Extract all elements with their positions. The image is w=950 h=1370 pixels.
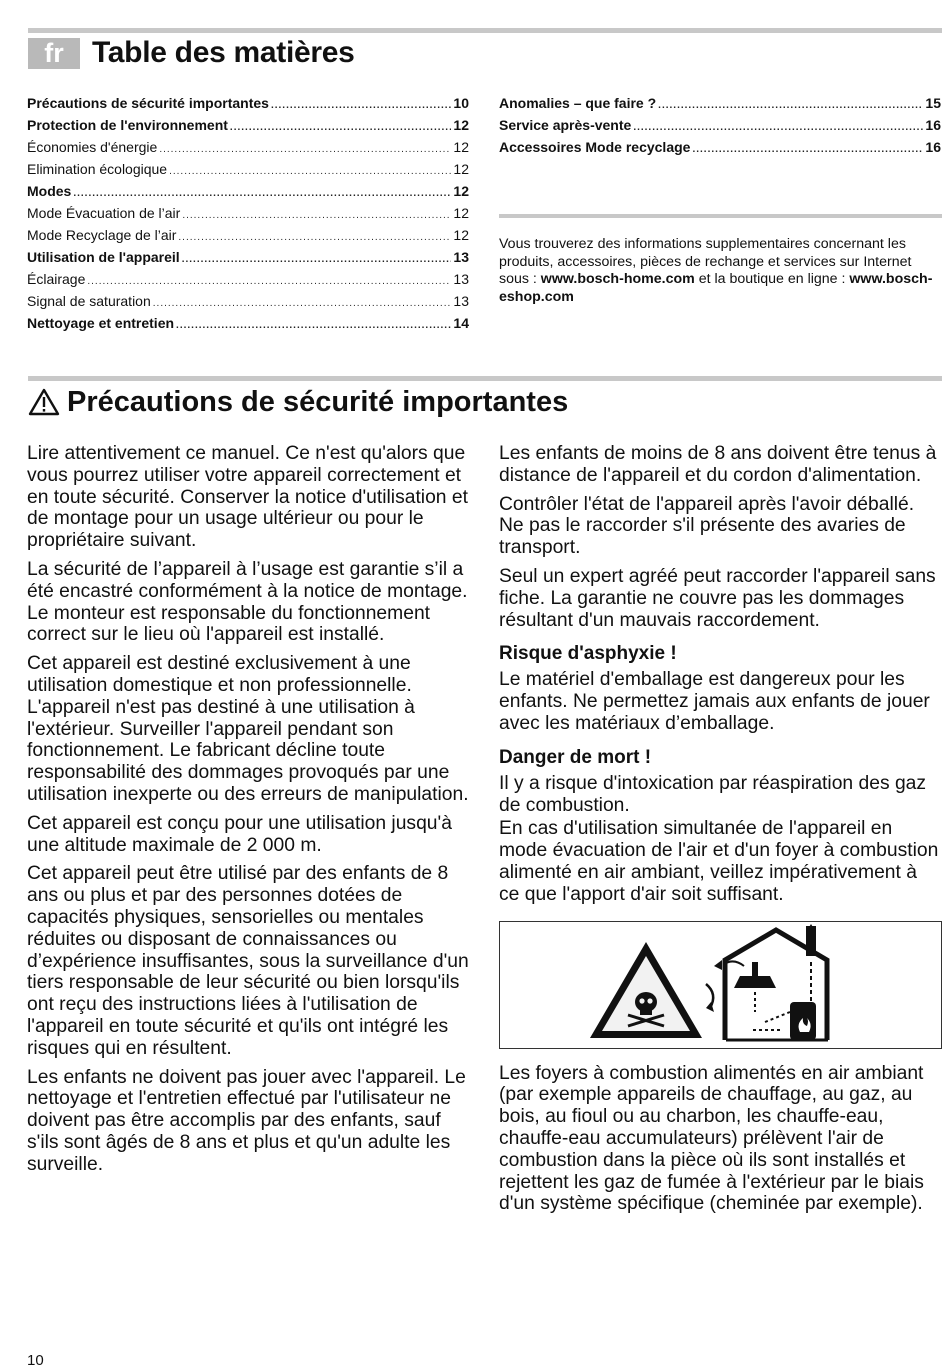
toc-entry[interactable] bbox=[27, 136, 469, 158]
toc-entry[interactable] bbox=[27, 290, 469, 312]
combustion-paragraph: Les foyers à combustion alimentés en air ambiant (par exemple appareils de chauffage, au gaz, au bois, au fioul ou au charbon, les chauffe-eau, chauffe-eau accumulateurs) prélèvent l'air de combustion dans la pièce où ils sont installés et rejettent les gaz de fumée à l'extérieur par le biais d'un système spécifique (cheminée par exemple). bbox=[499, 1062, 924, 1215]
toc-entry-page: 10 bbox=[453, 95, 469, 111]
toc-leader-dots bbox=[692, 136, 923, 161]
toc-entry-label: Économies d'énergie bbox=[27, 139, 158, 155]
poison-warning-figure bbox=[499, 921, 942, 1049]
toc-entry[interactable] bbox=[27, 202, 469, 224]
section-heading bbox=[28, 383, 568, 421]
left-text-column bbox=[27, 443, 469, 1183]
toc-entry-label: Précautions de sécurité importantes bbox=[27, 95, 269, 111]
asphyxia-paragraph: Le matériel d'emballage est dangereux pour les enfants. Ne permettez jamais aux enfants de jouer avec les matériaux d’emballage. bbox=[499, 669, 930, 734]
right-text-column bbox=[499, 443, 941, 1222]
toc-entry-page: 14 bbox=[453, 315, 469, 331]
toc-entry-label: Mode Recyclage de l’air bbox=[27, 227, 177, 243]
toc-entry[interactable] bbox=[27, 312, 469, 334]
toc-leader-dots bbox=[176, 312, 451, 337]
toc-entry-page: 13 bbox=[453, 249, 469, 265]
body-paragraph: Seul un expert agréé peut raccorder l'appareil sans fiche. La garantie ne couvre pas les dommages résultant d'un mauvais raccordement. bbox=[499, 565, 936, 631]
toc-entry-label: Signal de saturation bbox=[27, 293, 151, 309]
toc-entry[interactable] bbox=[499, 92, 941, 114]
danger-heading: Danger de mort ! bbox=[499, 746, 652, 768]
page-number: 10 bbox=[27, 1352, 44, 1369]
toc-entry-page: 13 bbox=[453, 293, 469, 309]
toc-entry-page: 12 bbox=[453, 227, 469, 243]
section-divider bbox=[28, 376, 942, 381]
toc-entry[interactable] bbox=[27, 246, 469, 268]
body-paragraph: Contrôler l'état de l'appareil après l'avoir déballé. Ne pas le raccorder s'il présente des avaries de transport. bbox=[499, 493, 915, 559]
toc-entry-label: Mode Évacuation de l’air bbox=[27, 205, 181, 221]
toc-entry-label: Éclairage bbox=[27, 271, 86, 287]
toc-entry[interactable] bbox=[27, 92, 469, 114]
page-title: Table des matières bbox=[92, 36, 355, 69]
body-paragraph: La sécurité de l’appareil à l’usage est garantie s’il a été encastré conformément à la notice de montage. Le monteur est responsable du fonctionnement correct sur le lieu où l'appareil est installé. bbox=[27, 558, 468, 646]
toc-entry-page: 12 bbox=[453, 161, 469, 177]
toc-entry[interactable] bbox=[27, 114, 469, 136]
body-paragraph: Lire attentivement ce manuel. Ce n'est qu'alors que vous pourrez utiliser votre appareil correctement et en toute sécurité. Conserver la notice d'utilisation et de montage pour un usage ultérieur ou pour le propriétaire suivant. bbox=[27, 443, 468, 552]
info-text: Vous trouverez des informations supplementaires concernant les produits, accessoires, pièces de rechange et services sur Internet sous : bbox=[499, 236, 912, 287]
toc-entry-page: 12 bbox=[453, 117, 469, 133]
body-paragraph: Les enfants de moins de 8 ans doivent être tenus à distance de l'appareil et du cordon d'alimentation. bbox=[499, 443, 937, 486]
toc-entry-label: Service après-vente bbox=[499, 117, 632, 133]
toc-entry-label: Elimination écologique bbox=[27, 161, 168, 177]
danger-paragraph-2: En cas d'utilisation simultanée de l'appareil en mode évacuation de l'air et d'un foyer à combustion alimenté en air ambiant, veillez impérativement à ce que l'apport d'air soit suffisant. bbox=[499, 818, 939, 905]
body-paragraph: Les enfants ne doivent pas jouer avec l'appareil. Le nettoyage et l'entretien effectué par l'utilisateur ne doivent pas être accomplis par des enfants, sauf s'ils sont âgés de 8 ans et plus et qu'un adulte les surveille. bbox=[27, 1066, 466, 1175]
info-divider bbox=[499, 214, 942, 218]
toc-entry-label: Anomalies – que faire ? bbox=[499, 95, 657, 111]
body-paragraph: Cet appareil peut être utilisé par des enfants de 8 ans ou plus et par des personnes dotées de capacités physiques, sensorielles ou mentales réduites ou disposant de connaissances ou d’expérience insuffisantes, sous la surveillance d'un tiers responsable de leur sécurité ou bien lorsqu'ils ont reçu des instructions liées à l'utilisation de l'appareil en toute sécurité et qu'ils ont intégré les risques qui en résultent. bbox=[27, 863, 469, 1059]
top-divider bbox=[28, 28, 942, 33]
body-paragraph: Cet appareil est conçu pour une utilisation jusqu'à une altitude maximale de 2 000 m. bbox=[27, 812, 452, 856]
info-text-mid: et la boutique en ligne : bbox=[694, 271, 850, 287]
toc-entry-page: 16 bbox=[925, 139, 941, 155]
info-note bbox=[499, 236, 939, 306]
toc-entry-label: Nettoyage et entretien bbox=[27, 315, 175, 331]
toc-entry[interactable] bbox=[499, 114, 941, 136]
combustion-gas-illustration bbox=[500, 922, 941, 1048]
warning-triangle-icon bbox=[28, 388, 60, 416]
toc-entry-label: Protection de l'environnement bbox=[27, 117, 228, 133]
toc-entry[interactable] bbox=[27, 224, 469, 246]
language-tab: fr bbox=[28, 38, 80, 69]
bosch-eshop-link[interactable]: www.bosch-eshop.com bbox=[499, 271, 933, 305]
toc-entry-page: 12 bbox=[453, 139, 469, 155]
toc-entry-page: 12 bbox=[453, 205, 469, 221]
toc-left-column bbox=[27, 92, 469, 334]
toc-entry-page: 16 bbox=[925, 117, 941, 133]
body-paragraph: Cet appareil est destiné exclusivement à une utilisation domestique et non professionnelle. L'appareil n'est pas destiné à une utilisation à l'extérieur. Surveiller l'appareil pendant son fonctionnement. Le fabricant décline toute responsabilité des dommages provoqués par une utilisation inexperte ou des erreurs de manipulation. bbox=[27, 653, 469, 805]
section-title: Précautions de sécurité importantes bbox=[67, 386, 569, 418]
bosch-home-link[interactable]: www.bosch-home.com bbox=[540, 271, 695, 287]
toc-right-column bbox=[499, 92, 941, 158]
toc-entry[interactable] bbox=[27, 158, 469, 180]
toc-entry-page: 13 bbox=[453, 271, 469, 287]
asphyxia-heading: Risque d'asphyxie ! bbox=[499, 643, 677, 665]
toc-entry-page: 12 bbox=[453, 183, 469, 199]
toc-entry-label: Utilisation de l'appareil bbox=[27, 249, 180, 265]
danger-paragraph-1: Il y a risque d'intoxication par réaspiration des gaz de combustion. bbox=[499, 772, 927, 816]
toc-entry[interactable] bbox=[499, 136, 941, 158]
toc-entry-page: 15 bbox=[925, 95, 941, 111]
toc-entry-label: Modes bbox=[27, 183, 72, 199]
right-paragraphs bbox=[499, 443, 941, 631]
toc-entry[interactable] bbox=[27, 268, 469, 290]
toc-entry-label: Accessoires Mode recyclage bbox=[499, 139, 691, 155]
toc-entry[interactable] bbox=[27, 180, 469, 202]
